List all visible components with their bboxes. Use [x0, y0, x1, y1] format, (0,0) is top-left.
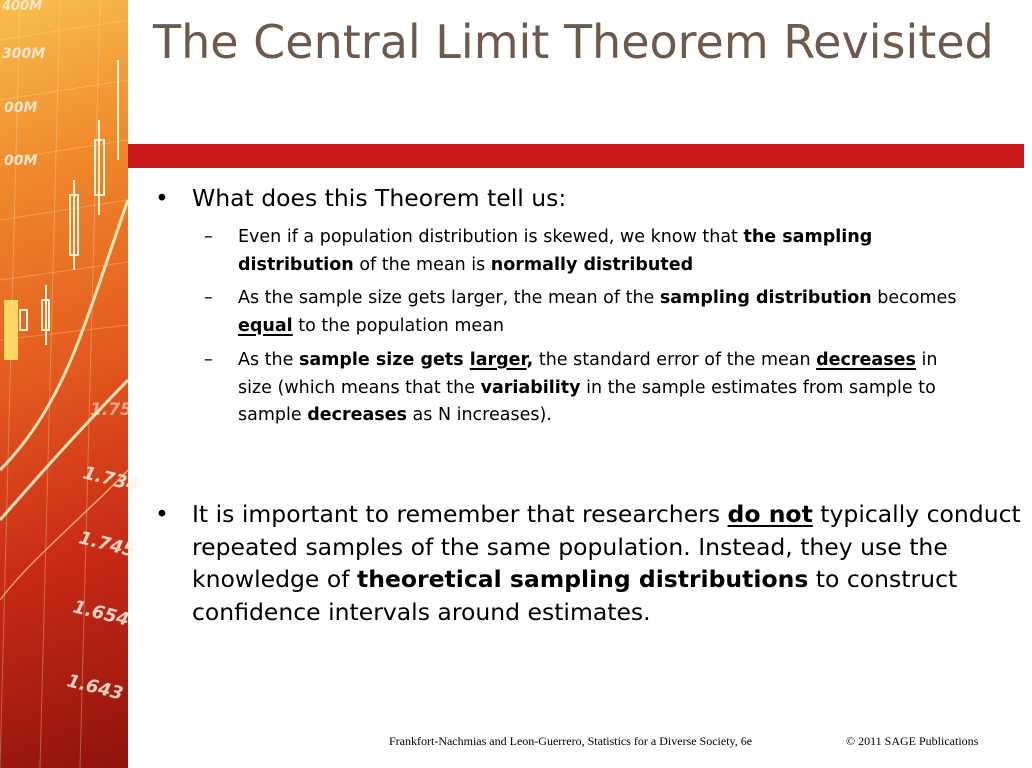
sub-bullet-2-text: As the sample size gets larger, the mean of the sampling distribution becomes equal to the population mean: [238, 288, 957, 336]
bullet-1-text: What does this Theorem tell us:: [192, 184, 567, 212]
bullet-marker: •: [155, 184, 169, 212]
side-number: 00M: [4, 100, 38, 116]
sub-bullet-3-text: As the sample size gets larger, the standard error of the mean decreases in size (which means that the variability in the sample estimates from sample to sample decreases as N increases).: [238, 350, 938, 425]
side-number: 300M: [2, 46, 46, 62]
side-number: 1.654: [70, 596, 132, 631]
stock-chart-graphic: [0, 0, 142, 768]
side-number: 400M: [2, 0, 43, 14]
side-number: 1.745: [76, 527, 138, 562]
slide-title: The Central Limit Theorem Revisited: [153, 15, 994, 69]
side-number: 1.75: [90, 400, 132, 420]
sub-bullet-marker: –: [204, 288, 213, 308]
side-number: 1.643: [64, 670, 126, 705]
bullet-2-text: It is important to remember that researchers do not typically conduct repeated samples of the same population. Instead, they use the knowledge of theoretical sampling distributions to construct confidence intervals around estimates.: [192, 500, 1021, 626]
footer-copyright: © 2011 SAGE Publications: [846, 734, 979, 748]
decorative-finance-panel: [0, 0, 142, 768]
side-number: 1.734: [80, 462, 142, 497]
bullet-marker: •: [155, 500, 169, 528]
side-number: 00M: [4, 153, 38, 169]
sub-bullet-marker: –: [204, 227, 213, 247]
title-divider: [128, 144, 1024, 168]
sub-bullet-marker: –: [204, 350, 213, 370]
sub-bullet-1-text: Even if a population distribution is skewed, we know that the sampling distribution of the mean is normally distributed: [238, 227, 873, 275]
footer-citation: Frankfort-Nachmias and Leon-Guerrero, Statistics for a Diverse Society, 6e: [389, 734, 753, 748]
